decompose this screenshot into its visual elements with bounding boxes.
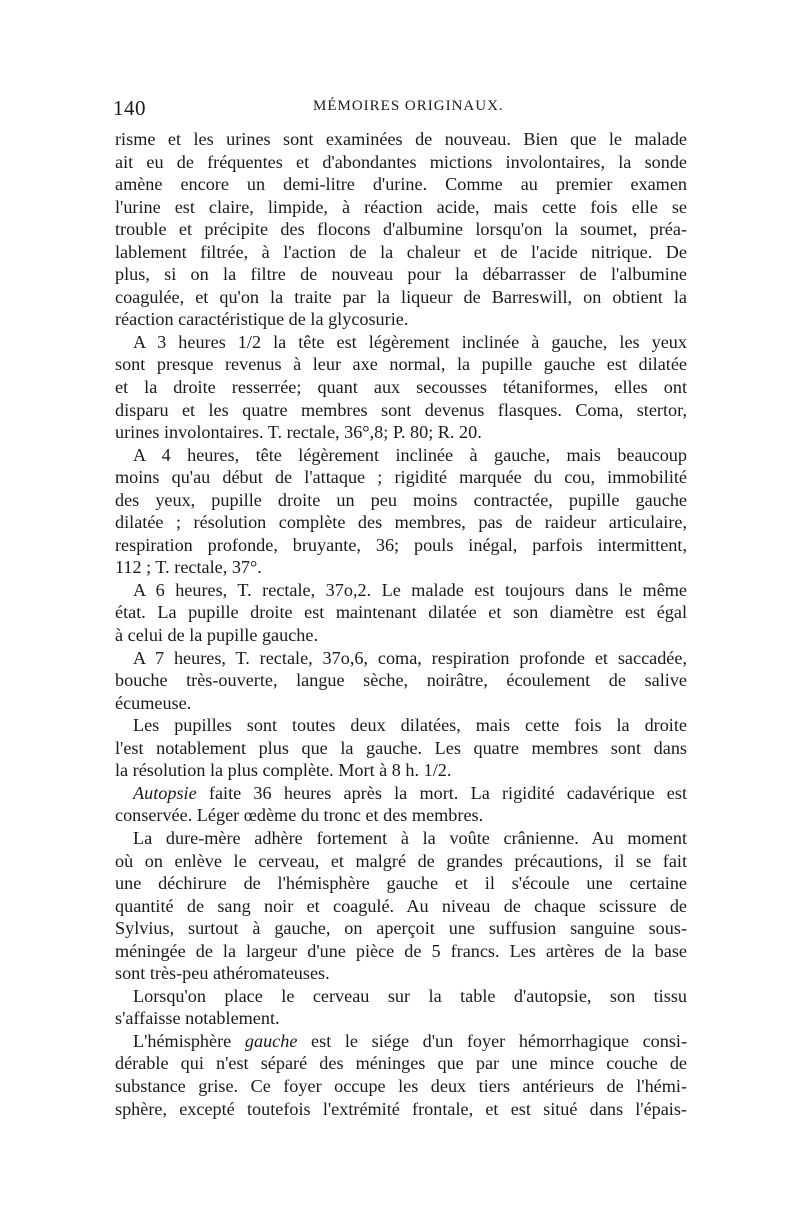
text-line: moins qu'au début de l'attaque ; rigidité marquée du cou, immobilité [115, 467, 687, 488]
text-line: état. La pupille droite est maintenant dilatée et son diamètre est égal [115, 602, 687, 623]
text-line: amène encore un demi-litre d'urine. Comme au premier examen [115, 174, 687, 195]
text-line: à celui de la pupille gauche. [115, 625, 319, 646]
body-text [115, 128, 687, 1120]
text-line: disparu et les quatre membres sont devenus flasques. Coma, stertor, [115, 399, 687, 420]
text-line: la résolution la plus complète. Mort à 8 h. 1/2. [115, 760, 452, 781]
text-line: s'affaisse notablement. [115, 1008, 280, 1029]
text-line: l'est notablement plus que la gauche. Les quatre membres sont dans [115, 737, 687, 758]
italic-word: gauche [244, 1030, 298, 1051]
text-line: bouche très-ouverte, langue sèche, noirâtre, écoulement de salive [115, 670, 687, 691]
text-line: des yeux, pupille droite un peu moins contractée, pupille gauche [115, 489, 687, 510]
text-line: où on enlève le cerveau, et malgré de grandes précautions, il se fait [115, 850, 687, 871]
text-line: dilatée ; résolution complète des membres, pas de raideur articulaire, [115, 512, 687, 533]
text-line: coagulée, et qu'on la traite par la liqueur de Barreswill, on obtient la [115, 286, 687, 307]
text-line: une déchirure de l'hémisphère gauche et il s'écoule une certaine [115, 873, 687, 894]
text-line: Sylvius, surtout à gauche, on aperçoit une suffusion sanguine sous- [115, 918, 687, 939]
italic-word: Autopsie [133, 782, 197, 803]
text-fragment: faite 36 heures après la mort. La rigidité cadavérique est [208, 782, 688, 803]
text-line: risme et les urines sont examinées de nouveau. Bien que le malade [115, 129, 687, 149]
text-line: dérable qui n'est séparé des méninges que par une mince couche de [115, 1053, 687, 1074]
text-line: respiration profonde, bruyante, 36; pouls inégal, parfois intermittent, [115, 534, 687, 555]
text-line: écumeuse. [115, 692, 192, 713]
text-line: sont très-peu athéromateuses. [115, 963, 330, 984]
text-line: 112 ; T. rectale, 37°. [115, 557, 262, 578]
text-line: plus, si on la filtre de nouveau pour la débarrasser de l'albumine [115, 264, 687, 285]
text-line: A 6 heures, T. rectale, 37o,2. Le malade est toujours dans le même [133, 579, 687, 600]
text-line: trouble et précipite des flocons d'albumine lorsqu'on la soumet, préa- [115, 219, 687, 240]
text-line: Lorsqu'on place le cerveau sur la table d'autopsie, son tissu [133, 985, 687, 1006]
text-fragment: est le siége d'un foyer hémorrhagique consi- [311, 1030, 688, 1051]
text-line: et la droite resserrée; quant aux secousses tétaniformes, elles ont [115, 377, 687, 398]
text-line: conservée. Léger œdème du tronc et des membres. [115, 805, 484, 826]
text-line: substance grise. Ce foyer occupe les deux tiers antérieurs de l'hémi- [115, 1075, 687, 1096]
text-fragment: L'hémisphère [133, 1030, 232, 1051]
text-line [115, 1030, 687, 1053]
text-line: réaction caractéristique de la glycosurie. [115, 309, 409, 330]
text-line: sphère, excepté toutefois l'extrémité frontale, et est situé dans l'épais- [115, 1098, 687, 1119]
page-number: 140 [113, 96, 146, 120]
text-line: A 7 heures, T. rectale, 37o,6, coma, respiration profonde et saccadée, [133, 647, 687, 668]
text-line: A 4 heures, tête légèrement inclinée à gauche, mais beaucoup [133, 444, 687, 465]
page-header [113, 96, 685, 122]
text-line: La dure-mère adhère fortement à la voûte crânienne. Au moment [133, 827, 687, 848]
text-line: quantité de sang noir et coagulé. Au niveau de chaque scissure de [115, 895, 687, 916]
text-line: Les pupilles sont toutes deux dilatées, mais cette fois la droite [133, 715, 687, 736]
text-line [115, 782, 687, 805]
text-line: A 3 heures 1/2 la tête est légèrement inclinée à gauche, les yeux [133, 331, 687, 352]
text-line: sont presque revenus à leur axe normal, la pupille gauche est dilatée [115, 354, 687, 375]
text-line: l'urine est claire, limpide, à réaction acide, mais cette fois elle se [115, 196, 687, 217]
text-line: lablement filtrée, à l'action de la chaleur et de l'acide nitrique. De [115, 241, 687, 262]
running-head: MÉMOIRES ORIGINAUX. [313, 98, 504, 114]
text-line: urines involontaires. T. rectale, 36°,8; P. 80; R. 20. [115, 422, 482, 443]
text-line: ait eu de fréquentes et d'abondantes mictions involontaires, la sonde [115, 151, 687, 172]
text-line: méningée de la largeur d'une pièce de 5 francs. Les artères de la base [115, 940, 687, 961]
